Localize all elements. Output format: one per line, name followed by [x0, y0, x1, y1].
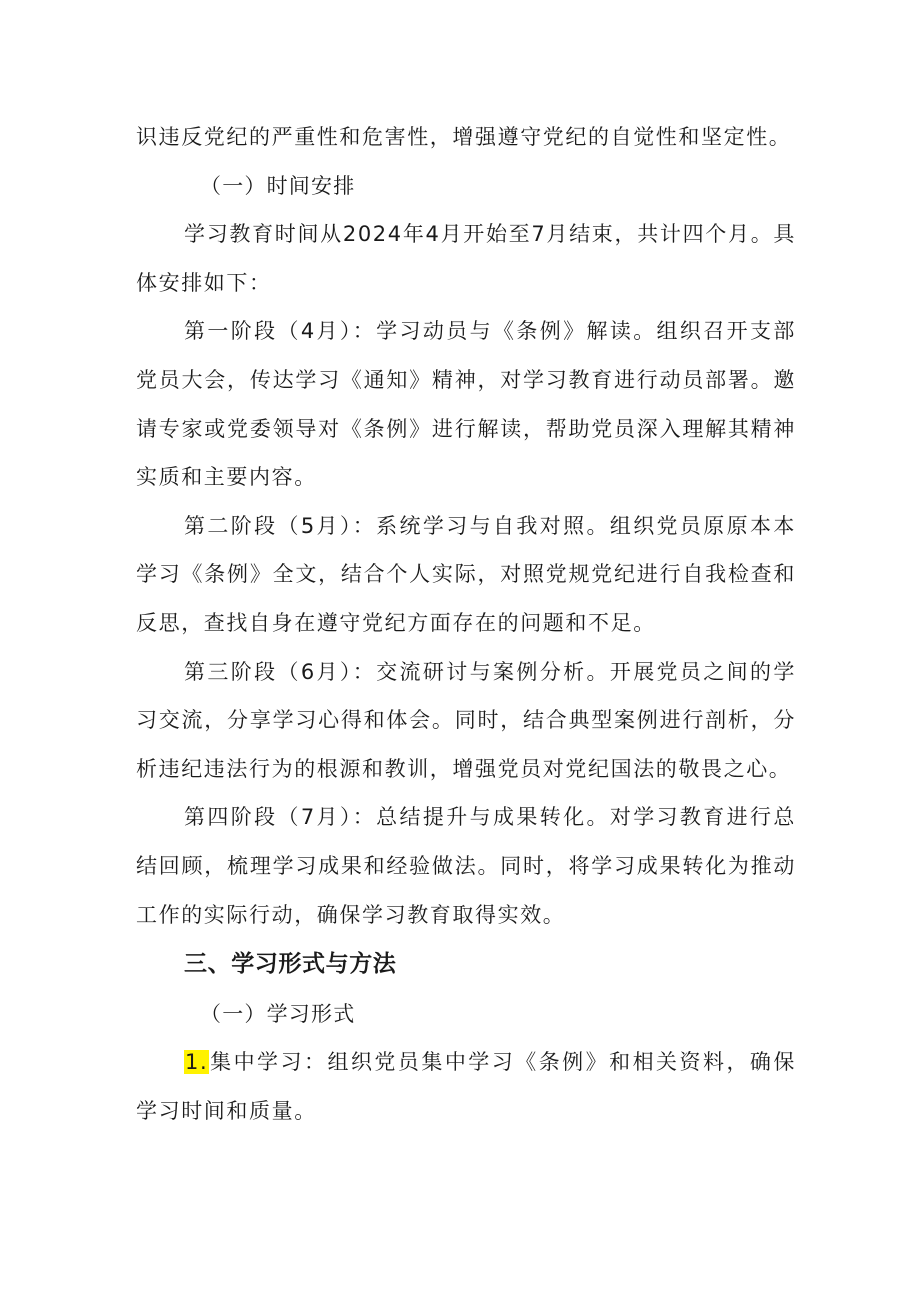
list-item-centralized-study	[136, 1038, 796, 1135]
paragraph-stage-3: 第三阶段（6月）：交流研讨与案例分析。开展党员之间的学习交流，分享学习心得和体会。同时，结合典型案例进行剖析，分析违纪违法行为的根源和教训，增强党员对党纪国法的敬畏之心。	[136, 659, 796, 781]
subheading-study-form: （一）学习形式	[200, 1001, 356, 1026]
section-heading-study-methods: 三、学习形式与方法	[184, 951, 397, 978]
paragraph-intro-continuation: 识违反党纪的严重性和危害性，增强遵守党纪的自觉性和坚定性。	[136, 125, 792, 149]
paragraph-time-range: 学习教育时间从2024年4月开始至7月结束，共计四个月。具体安排如下：	[136, 222, 796, 295]
document-body	[136, 113, 796, 1135]
paragraph-stage-1: 第一阶段（4月）：学习动员与《条例》解读。组织召开支部党员大会，传达学习《通知》精神，对学习教育进行动员部署。邀请专家或党委领导对《条例》进行解读，帮助党员深入理解其精神实质和主要内容。	[136, 319, 796, 490]
paragraph-stage-4: 第四阶段（7月）：总结提升与成果转化。对学习教育进行总结回顾，梳理学习成果和经验做法。同时，将学习成果转化为推动工作的实际行动，确保学习教育取得实效。	[136, 805, 796, 927]
paragraph-stage-2: 第二阶段（5月）：系统学习与自我对照。组织党员原原本本学习《条例》全文，结合个人实际，对照党规党纪进行自我检查和反思，查找自身在遵守党纪方面存在的问题和不足。	[136, 513, 796, 635]
highlighted-item-number: 1.	[185, 1050, 209, 1075]
subheading-time-schedule: （一）时间安排	[200, 173, 356, 198]
list-item-text: 集中学习：组织党员集中学习《条例》和相关资料，确保学习时间和质量。	[136, 1050, 796, 1123]
